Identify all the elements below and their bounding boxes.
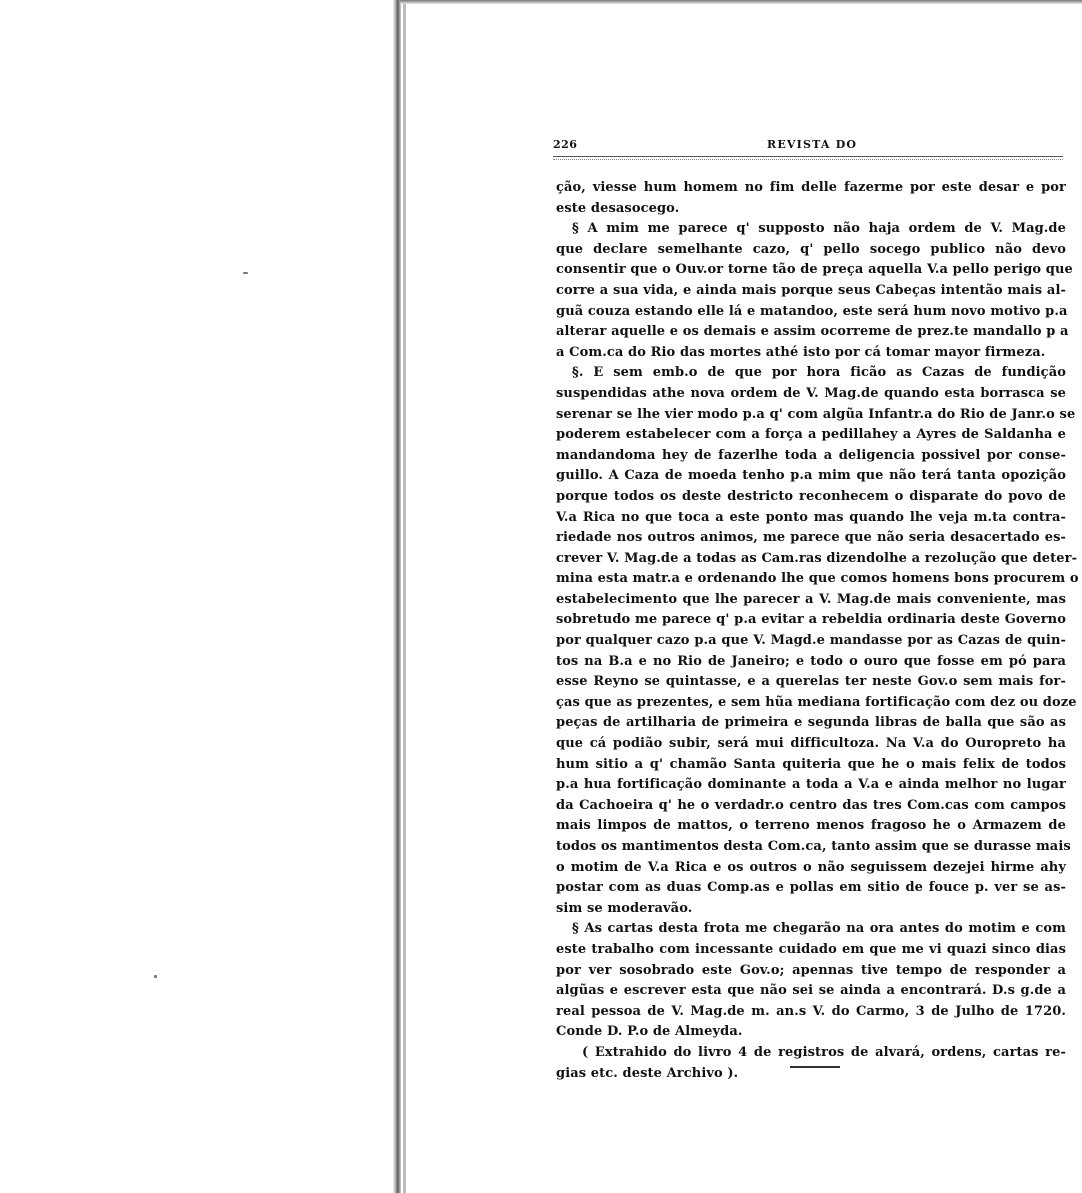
text-line: guillo. A Caza de moeda tenho p.a mim que não terá tanta opozição xyxy=(556,468,1066,484)
text-line: § As cartas desta frota me chegarão na ora antes do motim e com xyxy=(572,921,1066,937)
scan-speck xyxy=(154,975,157,978)
text-line: a Com.ca do Rio das mortes athé isto por cá tomar mayor firmeza. xyxy=(556,344,1046,360)
scan-spine-edge xyxy=(403,0,406,1193)
text-line: ção, viesse hum homem no fim delle fazerme por este desar e por xyxy=(556,180,1066,195)
text-line: este desasocego. xyxy=(556,200,680,216)
text-line: hum sitio a q' chamão Santa quiteria que he o mais felix de todos xyxy=(556,756,1066,772)
scan-speck xyxy=(243,272,248,274)
text-line: esse Reyno se quintasse, e a querelas ter neste Gov.o sem mais for- xyxy=(556,674,1066,690)
text-line: algũas e escrever esta que não sei se ainda a encontrará. D.s g.de a xyxy=(556,983,1066,999)
end-rule xyxy=(790,1066,840,1068)
text-line: estabelecimento que lhe parecer a V. Mag.de mais conveniente, mas xyxy=(556,591,1066,607)
text-line: crever V. Mag.de a todas as Cam.ras dizendolhe a rezolução que deter- xyxy=(556,550,1078,566)
text-line: gias etc. deste Archivo ). xyxy=(556,1065,739,1081)
scan-spine-shadow xyxy=(393,0,401,1193)
text-line: que declare semelhante cazo, q' pello socego publico não devo xyxy=(556,241,1066,257)
text-line: poderem estabelecer com a força a pedillahey a Ayres de Saldanha e xyxy=(556,427,1066,443)
text-line: p.a hua fortificação dominante a toda a V.a e ainda melhor no lugar xyxy=(556,777,1066,793)
text-line: que cá podião subir, será mui difficultoza. Na V.a do Ouropreto ha xyxy=(556,736,1066,752)
text-line: real pessoa de V. Mag.de m. an.s V. do Carmo, 3 de Julho de 1720. xyxy=(556,1003,1066,1019)
text-line: V.a Rica no que toca a este ponto mas quando lhe veja m.ta contra- xyxy=(556,509,1066,525)
text-line: mandandoma hey de fazerlhe toda a deligencia possivel por conse- xyxy=(556,447,1066,463)
text-line: sim se moderavão. xyxy=(556,900,693,916)
text-line: Conde D. P.o de Almeyda. xyxy=(556,1024,743,1040)
text-line: o motim de V.a Rica e os outros o não seguissem dezejei hirme ahy xyxy=(556,859,1066,875)
text-line: por ver sosobrado este Gov.o; apennas tive tempo de responder a xyxy=(556,962,1066,978)
text-line: da Cachoeira q' he o verdadr.o centro das tres Com.cas com campos xyxy=(556,797,1066,813)
text-line: riedade nos outros animos, me parece que não seria desacertado es- xyxy=(556,530,1066,546)
text-line: mina esta matr.a e ordenando lhe que comos homens bons procurem o xyxy=(556,571,1079,587)
page-number: 226 xyxy=(553,138,578,151)
scan-top-edge xyxy=(400,0,1082,4)
text-line: guã couza estando elle lá e matandoo, este será hum novo motivo p.a xyxy=(556,303,1068,319)
text-line: §. E sem emb.o de que por hora ficão as Cazas de fundição xyxy=(572,365,1066,381)
text-line: este trabalho com incessante cuidado em que me vi quazi sinco dias xyxy=(556,941,1066,957)
text-line: por qualquer cazo p.a que V. Magd.e mandasse por as Cazas de quin- xyxy=(556,633,1066,649)
text-line: ças que as prezentes, e sem hũa mediana fortificação com dez ou doze xyxy=(556,694,1077,710)
text-line: alterar aquelle e os demais e assim ocorreme de prez.te mandallo p a xyxy=(556,324,1069,340)
text-line: tos na B.a e no Rio de Janeiro; e todo o ouro que fosse em pó para xyxy=(556,653,1066,669)
text-line: todos os mantimentos desta Com.ca, tanto assim que se durasse mais xyxy=(556,839,1071,854)
running-head: REVISTA DO xyxy=(767,138,858,151)
text-line: mais limpos de mattos, o terreno menos fragoso he o Armazem de xyxy=(556,818,1066,834)
text-line: sobretudo me parece q' p.a evitar a rebeldia ordinaria deste Governo xyxy=(556,612,1066,628)
text-line: suspendidas athe nova ordem de V. Mag.de quando esta borrasca se xyxy=(556,385,1066,401)
text-line: consentir que o Ouv.or torne tão de preça aquella V.a pello perigo que xyxy=(556,262,1073,278)
header-rule xyxy=(553,156,1063,160)
body-text xyxy=(556,178,1079,1084)
page-header xyxy=(553,138,1063,154)
text-line: peças de artilharia de primeira e segunda libras de balla que são as xyxy=(556,715,1066,731)
text-line: postar com as duas Comp.as e pollas em sitio de fouce p. ver se as- xyxy=(556,880,1066,896)
text-line: ( Extrahido do livro 4 de registros de alvará, ordens, cartas re- xyxy=(582,1044,1066,1060)
text-line: corre a sua vida, e ainda mais porque seus Cabeças intentão mais al- xyxy=(556,282,1066,298)
text-line: porque todos os deste destricto reconhecem o disparate do povo de xyxy=(556,488,1066,504)
text-line: serenar se lhe vier modo p.a q' com algũa Infantr.a do Rio de Janr.o se xyxy=(556,406,1076,422)
text-line: § A mim me parece q' supposto não haja ordem de V. Mag.de xyxy=(572,221,1066,237)
